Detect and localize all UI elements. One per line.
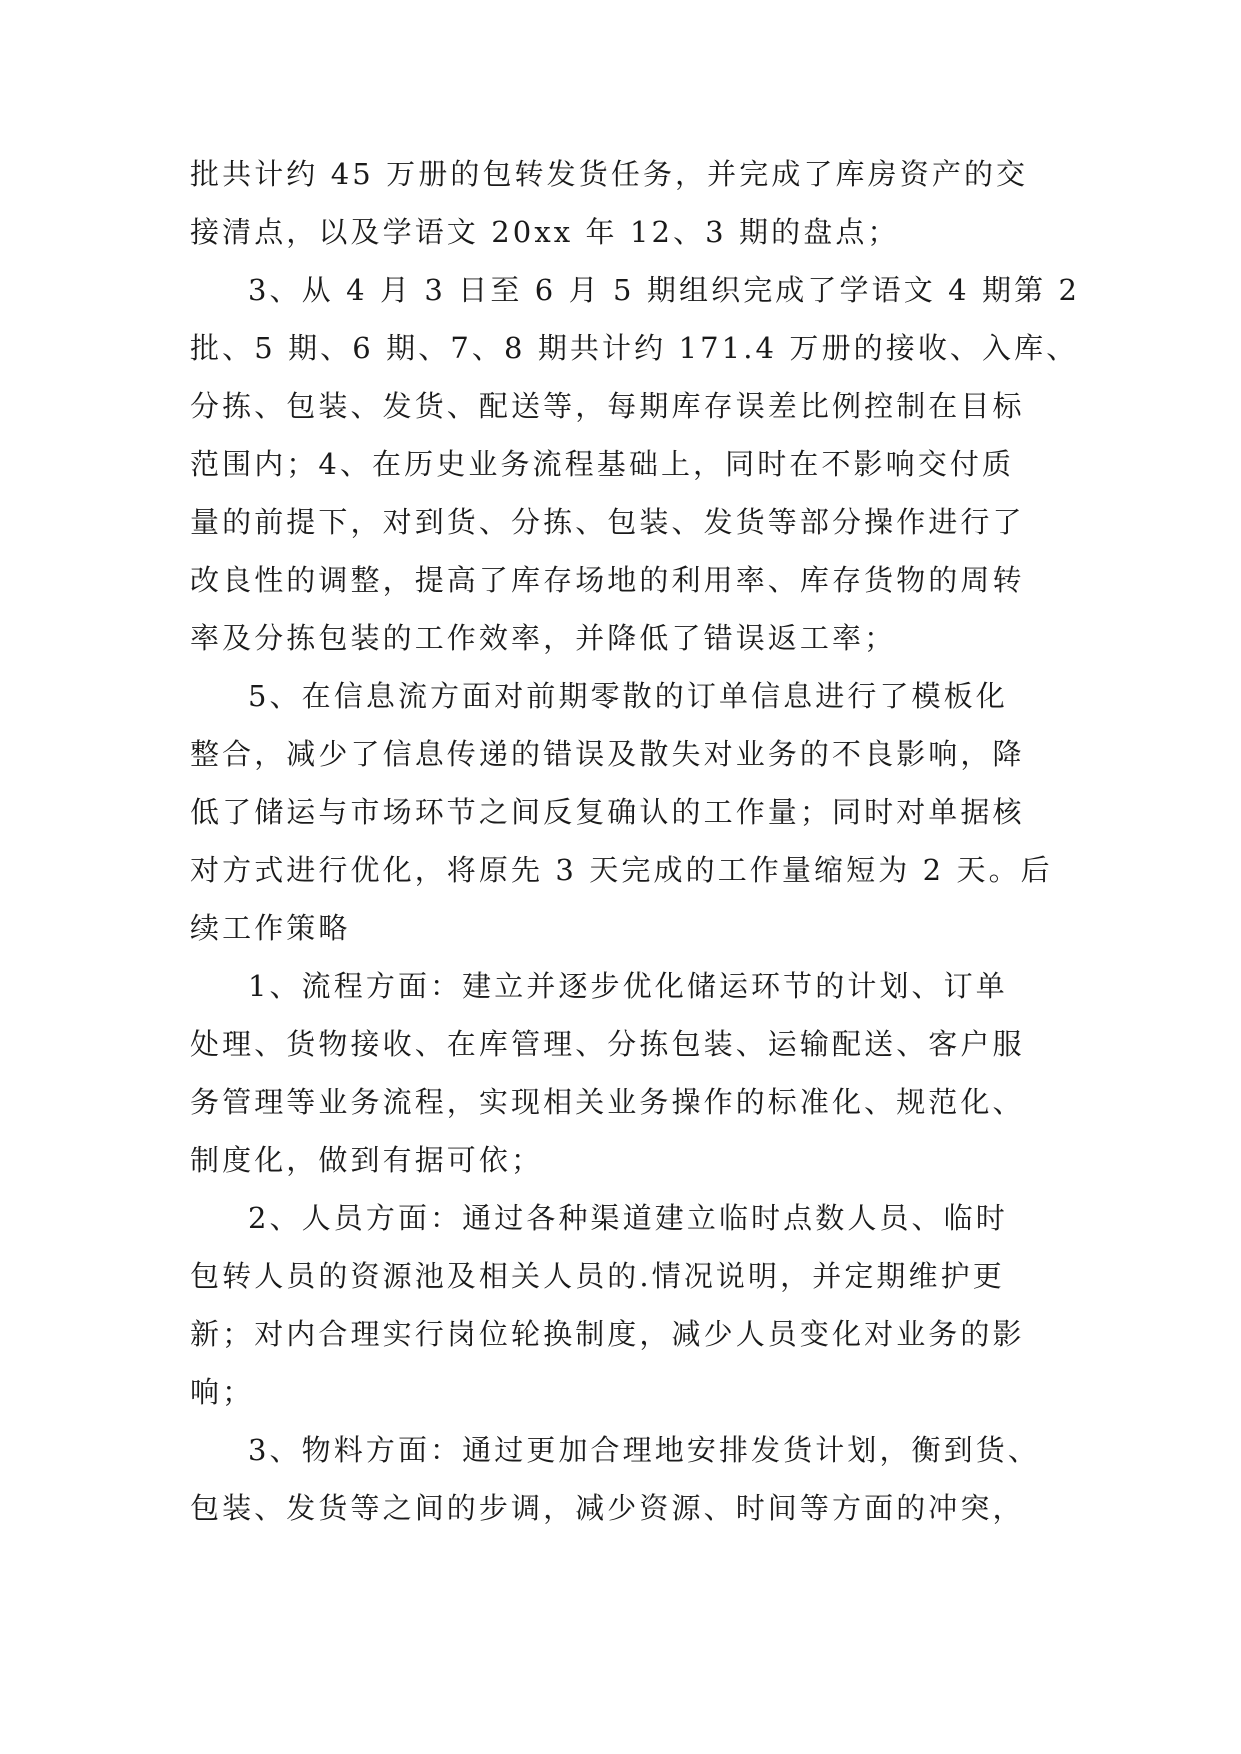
text-line: 新；对内合理实行岗位轮换制度，减少人员变化对业务的影: [190, 1317, 1025, 1351]
text-line: 量的前提下，对到货、分拣、包装、发货等部分操作进行了: [190, 505, 1025, 539]
text-line: 分拣、包装、发货、配送等，每期库存误差比例控制在目标: [190, 389, 1025, 423]
text-line: 制度化，做到有据可依；: [190, 1143, 544, 1177]
text-line: 对方式进行优化，将原先 3 天完成的工作量缩短为 2 天。后: [190, 853, 1053, 887]
text-line: 批共计约 45 万册的包转发货任务，并完成了库房资产的交: [190, 157, 1029, 191]
text-line: 低了储运与市场环节之间反复确认的工作量；同时对单据核: [190, 795, 1025, 829]
paragraph-start-line: 5、在信息流方面对前期零散的订单信息进行了模板化: [248, 679, 1008, 713]
text-line: 改良性的调整，提高了库存场地的利用率、库存货物的周转: [190, 563, 1025, 597]
text-line: 处理、货物接收、在库管理、分拣包装、运输配送、客户服: [190, 1027, 1025, 1061]
paragraph-start-line: 2、人员方面：通过各种渠道建立临时点数人员、临时: [248, 1201, 1008, 1235]
text-line: 范围内；4、在历史业务流程基础上，同时在不影响交付质: [190, 447, 1015, 481]
text-line: 包装、发货等之间的步调，减少资源、时间等方面的冲突，: [190, 1491, 1025, 1525]
text-line: 包转人员的资源池及相关人员的.情况说明，并定期维护更: [190, 1259, 1005, 1293]
paragraph-start-line: 1、流程方面：建立并逐步优化储运环节的计划、订单: [248, 969, 1008, 1003]
paragraph-start-line: 3、物料方面：通过更加合理地安排发货计划，衡到货、: [248, 1433, 1040, 1467]
text-line: 响；: [190, 1375, 255, 1409]
text-line: 率及分拣包装的工作效率，并降低了错误返工率；: [190, 621, 897, 655]
text-line: 整合，减少了信息传递的错误及散失对业务的不良影响，降: [190, 737, 1025, 771]
paragraph-start-line: 3、从 4 月 3 日至 6 月 5 期组织完成了学语文 4 期第 2: [248, 273, 1081, 307]
text-line: 务管理等业务流程，实现相关业务操作的标准化、规范化、: [190, 1085, 1025, 1119]
text-line: 接清点，以及学语文 20xx 年 12、3 期的盘点；: [190, 215, 900, 249]
text-line: 批、5 期、6 期、7、8 期共计约 171.4 万册的接收、入库、: [190, 331, 1079, 365]
text-line: 续工作策略: [190, 911, 351, 945]
